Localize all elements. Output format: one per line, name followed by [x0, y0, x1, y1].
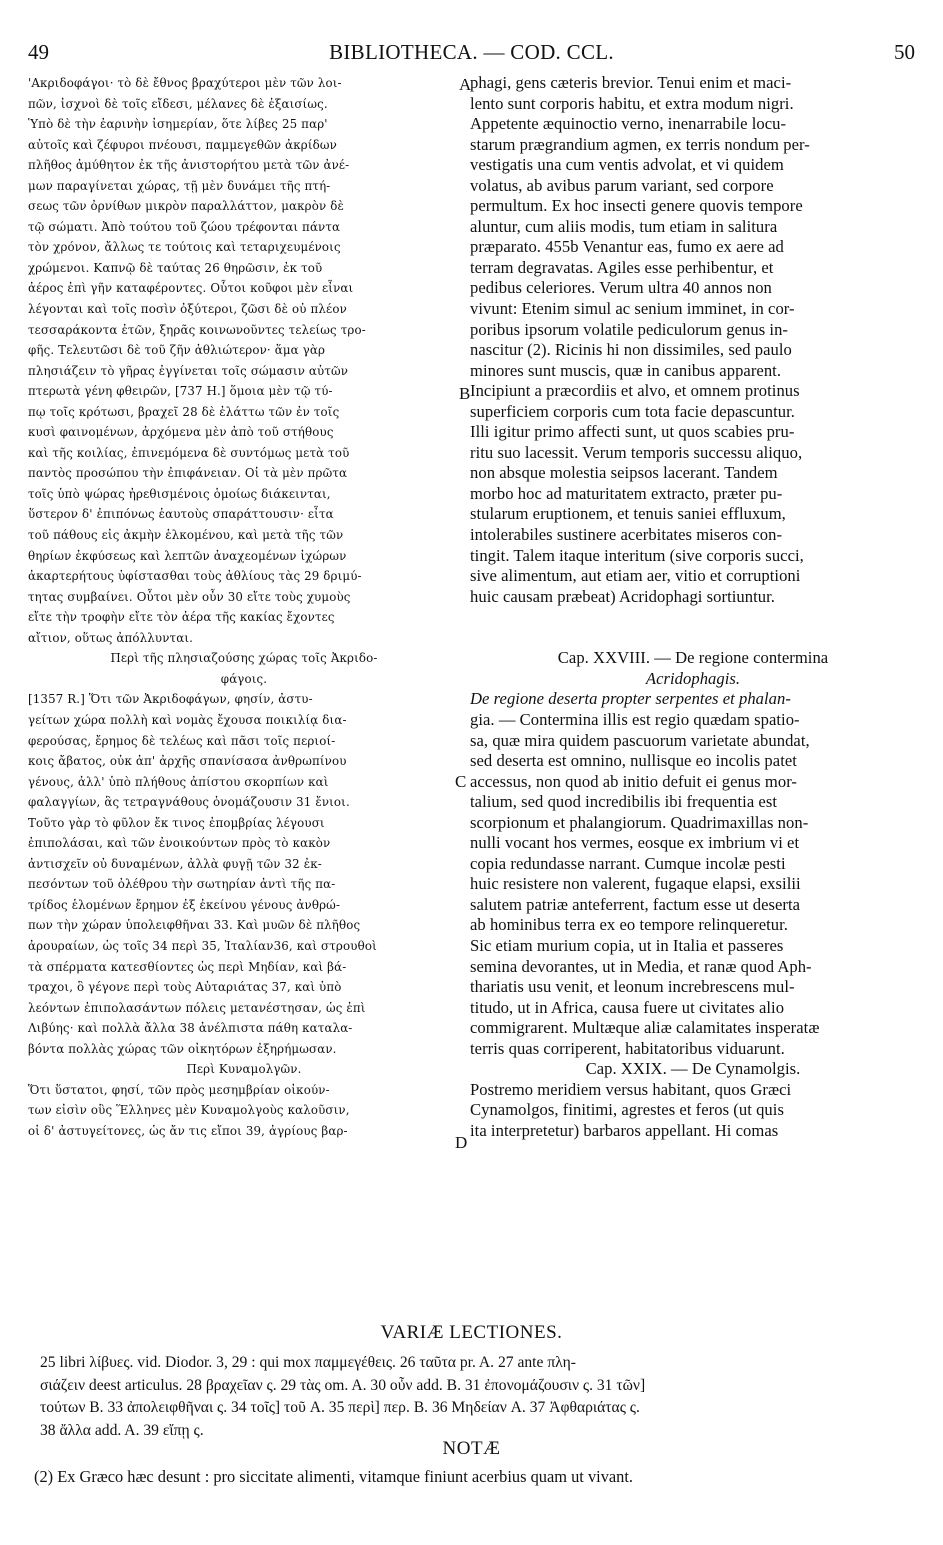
greek-line: πλῆθος ἀμύθητον ἐκ τῆς ἀνιστορήτου μετὰ τῶν ἀνέ-: [28, 158, 350, 173]
latin-line: terris quas corriperent, habitatoribus viduarunt.: [470, 1038, 785, 1058]
greek-line: φαλαγγίων, ἃς τετραγνάθους ὀνομάζουσιν 31 ἔνιοι.: [28, 795, 350, 810]
latin-line: copia redundasse narrant. Cumque incolæ pesti: [470, 853, 786, 873]
latin-line: ritu suo lacessit. Verum temporis successu aliquo,: [470, 442, 803, 462]
latin-line: semina devorantes, ut in Media, et ranæ quod Aph-: [470, 956, 812, 976]
latin-line: Cynamolgos, finitimi, agrestes et feros (ut quis: [470, 1100, 784, 1120]
latin-line: scorpionum et phalangiorum. Quadrimaxillas non-: [470, 812, 809, 832]
latin-line: nulli vocant hos vermes, eosque ex imbrium vi et: [470, 833, 800, 853]
greek-line: ἀντισχεῖν οὐ δυναμένων, ἀλλὰ φυγῇ τῶν 32 ἐκ-: [28, 856, 322, 871]
greek-line: πων τὴν χώραν ὑπολειφθῆναι 33. Καὶ μυῶν δὲ πλῆθος: [28, 918, 361, 933]
latin-line: starum prægrandium agmen, ex terris nondum per-: [470, 134, 810, 154]
latin-line: thariatis usu venit, et leonum increbrescens mul-: [470, 977, 795, 997]
variant-line: τούτων B. 33 ἀπολειφθῆναι ς. 34 τοῖς] τοῦ A. 35 περὶ] περ. B. 36 Μηδείαν A. 37 Ἀφθαριάτας ς.: [40, 1399, 640, 1416]
greek-line: τεσσαράκοντα ἐτῶν, ξηρᾶς κοινωνοῦντες τελείως τρο-: [28, 322, 366, 337]
variae-lectiones-title: VARIÆ LECTIONES.: [380, 1322, 563, 1343]
variant-line: σιάζειν deest articulus. 28 βραχεῖαν ς. 29 τὰς om. A. 30 οὖν add. B. 31 ἐπονομάζουσιν ς. 31 τῶν]: [40, 1376, 646, 1394]
variant-line: 38 ἄλλα add. A. 39 εἴπῃ ς.: [40, 1421, 204, 1439]
greek-line: τητας συμβαίνει. Οὗτοι μὲν οὖν 30 εἴτε τοὺς χυμοὺς: [28, 589, 351, 604]
greek-column: [28, 73, 460, 1141]
greek-line: ἀρουραίων, ὡς τοῖς 34 περὶ 35, Ἰταλίαν36, καὶ στρουθοὶ: [28, 938, 377, 953]
latin-line: tingit. Talem itaque interitum (sive corporis succi,: [470, 545, 804, 565]
note-line: (2) Ex Græco hæc desunt : pro siccitate alimenti, vitamque finiunt acerbius quam ut vivant.: [34, 1467, 634, 1486]
header-title: BIBLIOTHECA. — COD. CCL.: [329, 40, 614, 64]
greek-line: κυσὶ φαινομένων, ἀρχόμενα μὲν ἀπὸ τοῦ στήθους: [28, 425, 334, 440]
greek-line: σεως τῶν ὀρνίθων μικρὸν παραλλάττον, μακρὸν δὲ: [28, 199, 344, 214]
latin-line: De regione deserta propter serpentes et phalan-: [470, 689, 791, 709]
latin-line: huic resistere non valerent, fugaque elapsi, exsilii: [470, 874, 801, 894]
latin-line: huic causam præbeat) Acridophagi sortiuntur.: [470, 586, 775, 606]
greek-line: χρώμενοι. Καπνῷ δὲ ταύτας 26 θηρῶσιν, ἐκ τοῦ: [28, 260, 323, 275]
latin-line: Cap. XXIX. — De Cynamolgis.: [585, 1059, 801, 1079]
variant-line: 25 libri λίβυες. vid. Diodor. 3, 29 : qui mox παμμεγέθεις. 26 ταῦτα pr. A. 27 ante πλη-: [40, 1354, 576, 1371]
greek-line: πλησιάζειν τὸ γῆρας ἐγγίνεται τοῖς σώμασιν αὐτῶν: [28, 363, 349, 378]
latin-line: morbo hoc ad maturitatem extracto, præter pu-: [470, 483, 783, 503]
greek-line: Περὶ Κυναμολγῶν.: [186, 1062, 302, 1077]
latin-line: ab hominibus terra ex eo tempore relinqueretur.: [470, 915, 788, 935]
greek-line: 'Ακριδοφάγοι· τὸ δὲ ἔθνος βραχύτεροι μὲν τῶν λοι-: [28, 76, 342, 90]
notae-title: NOTÆ: [442, 1438, 501, 1459]
greek-line: τοῖς ὑπὸ ψώρας ἠρεθισμένοις ὁμοίως διάκεινται,: [28, 486, 331, 501]
latin-line: gia. — Contermina illis est regio quædam spatio-: [470, 709, 800, 729]
latin-line: vivunt: Etenim simul ac senium imminet, in cor-: [470, 299, 795, 319]
greek-line: εἴτε τὴν τροφὴν εἴτε τὸν ἀέρα τῆς κακίας ἔχοντες: [28, 610, 335, 625]
greek-line: Περὶ τῆς πλησιαζούσης χώρας τοῖς Ἀκριδο-: [110, 651, 378, 666]
greek-line: ἐπιπολάσαι, καὶ τῶν ἐνοικούντων πρὸς τὸ κακὸν: [28, 836, 331, 851]
latin-line: non absque molestia seipsos lacerant. Tandem: [470, 463, 778, 483]
greek-line: πῳ τοῖς κρότωσι, βραχεῖ 28 δὲ ἐλάττω τῶν ἐν τοῖς: [28, 404, 340, 419]
greek-line: τὸν χρόνον, ἄλλως τε τούτοις καὶ τεταριχευμένοις: [28, 240, 341, 255]
greek-line: Ὑπὸ δὲ τὴν ἐαρινὴν ἰσημερίαν, ὅτε λίβες 25 παρ': [28, 117, 328, 132]
latin-line: titudo, ut in Africa, causa fuere ut civitates alio: [470, 997, 785, 1017]
greek-line: Λιβύης· καὶ πολλὰ ἄλλα 38 ἀνέλπιστα πάθη καταλα-: [28, 1021, 353, 1036]
greek-line: Τοῦτο γὰρ τὸ φῦλον ἔκ τινος ἐπομβρίας λέγουσι: [28, 815, 325, 830]
greek-line: πτερωτὰ γένη φθειρῶν, [737 H.] ὅμοια μὲν τῷ τύ-: [28, 384, 333, 399]
greek-line: Ὅτι ὕστατοι, φησί, τῶν πρὸς μεσημβρίαν οἰκούν-: [28, 1082, 330, 1097]
greek-line: πεσόντων τοῦ ὀλέθρου τὴν σωτηρίαν ἀντὶ τῆς πα-: [28, 877, 336, 892]
latin-line: lento sunt corporis habitu, et extra modum nigri.: [470, 93, 794, 113]
latin-line: vestigatis una cum ventis advolat, et vi quidem: [470, 155, 784, 175]
latin-line: Postremo meridiem versus habitant, quos Græci: [470, 1079, 792, 1099]
greek-line: πῶν, ἰσχνοὶ δὲ τοῖς εἴδεσι, μέλανες δὲ ἐξαισίως.: [28, 96, 328, 111]
latin-line: sive alimentum, aut etiam aer, vitio et corruptioni: [470, 566, 801, 586]
latin-line: phagi, gens cæteris brevior. Tenui enim et maci-: [470, 73, 792, 92]
latin-line: poribus ipsorum volatile pediculorum genus in-: [470, 319, 788, 339]
latin-line: Illi igitur primo affecti sunt, ut quos scabies pru-: [470, 422, 795, 442]
greek-line: τὰ σπέρματα κατεσθίοντες ὡς περὶ Μηδίαν, καὶ βά-: [28, 959, 347, 974]
left-page-number: 49: [28, 40, 49, 64]
latin-line: præparato. 455b Venantur eas, fumo ex aere ad: [470, 237, 784, 257]
latin-line: Cap. XXVIII. — De regione contermina: [557, 648, 829, 668]
latin-line: commigrarent. Multæque aliæ calamitates insperatæ: [470, 1018, 820, 1038]
greek-line: οἱ δ' ἀστυγείτονες, ὡς ἄν τις εἴποι 39, ἀγρίους βαρ-: [28, 1123, 348, 1138]
margin-mark-c: C: [455, 772, 467, 791]
greek-line: γείτων χώρα πολλὴ καὶ νομὰς ἔχουσα ποικιλίᾳ δια-: [28, 712, 347, 727]
greek-line: λεόντων ἐπιπολασάντων πόλεις μετανέστησαν, ὡς ἐπὶ: [28, 1000, 366, 1015]
latin-line: minores sunt muscis, quæ in canibus apparent.: [470, 360, 782, 380]
latin-line: sa, quæ mira quidem pascuorum varietate abundat,: [470, 730, 810, 750]
greek-line: παντὸς προσώπου τὴν ἐπιφάνειαν. Οἱ τὰ μὲν πρῶτα: [28, 466, 348, 481]
latin-line: terram degravatas. Agiles esse perhibentur, et: [470, 257, 774, 277]
latin-line: talium, sed quod incredibilis ibi frequentia est: [470, 792, 778, 812]
greek-line: ἀκαρτερήτους ὑφίστασθαι τοὺς ἀθλίους τὰς 29 δριμύ-: [28, 569, 362, 584]
greek-line: των εἰσὶν οὓς Ἕλληνες μὲν Κυναμολγοὺς καλοῦσιν,: [28, 1103, 350, 1118]
greek-line: τραχοι, ὃ γέγονε περὶ τοὺς Αὐταριάτας 37, καὶ ὑπὸ: [28, 980, 342, 995]
latin-line: salutem patriæ anteferrent, factum esse ut deserta: [470, 894, 801, 914]
greek-line: [1357 R.] Ὅτι τῶν Ἀκριδοφάγων, φησίν, ἀστυ-: [28, 692, 313, 707]
greek-line: τῷ σώματι. Ἀπὸ τούτου τοῦ ζώου τρέφονται πάντα: [28, 219, 341, 234]
margin-mark-b: B: [459, 384, 471, 403]
notae: [34, 1466, 914, 1488]
greek-line: αἴτιον, οὕτως ἀπόλλυνται.: [28, 630, 194, 645]
greek-line: γένους, ἀλλ' ὑπὸ πλήθους ἀπίστου σκορπίων καὶ: [28, 774, 329, 789]
greek-line: αὐτοῖς καὶ ζέφυροι πνέουσι, παμμεγεθῶν ἀκρίδων: [28, 137, 337, 152]
latin-line: volatus, ab avibus parum variant, sed corpore: [470, 175, 774, 195]
latin-line: ita interpretetur) barbaros appellant. Hi comas: [470, 1120, 779, 1140]
right-page-number: 50: [894, 40, 915, 64]
greek-line: φερούσας, ἔρημος δὲ τελέως καὶ πᾶσι τοῖς περιοί-: [28, 733, 336, 748]
latin-line: accessus, non quod ab initio defuit ei genus mor-: [470, 771, 798, 791]
latin-line: Sic etiam murium copia, ut in Italia et passeres: [470, 935, 784, 955]
greek-line: ἀέρος ἐπὶ γῆν καταφέροντες. Οὗτοι κοῦφοι μὲν εἶναι: [28, 281, 354, 296]
latin-line: intolerabiles sustinere acerbitates miseros con-: [470, 525, 783, 545]
greek-line: τρίδος ἑλομένων ἔρημον ἐξ ἐκείνου γένους ἀνθρώ-: [28, 897, 341, 912]
latin-line: sed deserta est omnino, nullisque eo incolis patet: [470, 751, 797, 771]
greek-line: καὶ τῆς κοιλίας, ἐπινεμόμενα δὲ συντόμως μετὰ τοῦ: [28, 445, 350, 460]
variae-lectiones: [40, 1352, 920, 1442]
greek-line: ὕστερον δ' ἐπιπόνως ἑαυτοὺς σπαράττουσιν· εἶτα: [28, 507, 334, 522]
latin-line: stularum eruptionem, et tenuis saniei effluxum,: [470, 504, 786, 524]
greek-line: μων παραγίνεται χώρας, τῇ μὲν δυνάμει τῆς πτή-: [28, 178, 331, 193]
margin-mark-a: A: [459, 75, 472, 94]
latin-line: [470, 628, 916, 649]
latin-line: permultum. Ex hoc insecti genere quovis tempore: [470, 196, 803, 216]
latin-line: Acridophagis.: [645, 668, 741, 688]
latin-line: superficiem corporis cum tota facie depascuntur.: [470, 401, 795, 421]
running-header: [28, 40, 915, 68]
greek-line: φάγοις.: [220, 671, 268, 686]
latin-line: Incipiunt a præcordiis et alvo, et omnem protinus: [470, 381, 800, 401]
margin-mark-d: D: [455, 1133, 468, 1152]
latin-column: [470, 73, 916, 1141]
greek-line: θηρίων ἐκφύσεως καὶ λεπτῶν ἀναχεομένων ἰχώρων: [28, 548, 347, 563]
greek-line: φῆς. Τελευτῶσι δὲ τοῦ ζῆν ἀθλιώτερον· ἅμα γὰρ: [28, 343, 326, 358]
latin-line: Appetente æquinoctio verno, inenarrabile locu-: [470, 114, 787, 134]
latin-line: pedibus celeriores. Verum ultra 40 annos non: [470, 278, 772, 298]
greek-line: λέγονται καὶ τοῖς ποσὶν ὀξύτεροι, ζῶσι δὲ οὐ πλέον: [28, 302, 347, 317]
latin-line: aluntur, cum aliis modis, tum etiam in salitura: [470, 216, 778, 236]
greek-line: βόντα πολλὰς χώρας τῶν οἰκητόρων ἐξηρήμωσαν.: [28, 1041, 337, 1056]
latin-line: nascitur (2). Ricinis hi non dissimiles, sed paulo: [470, 340, 792, 360]
greek-line: κοις ἄβατος, οὐκ ἀπ' ἀρχῆς σπανίσασα ἀνθρωπίνου: [28, 754, 347, 769]
greek-line: τοῦ πάθους εἰς ἀκμὴν ἑλκομένου, καὶ μετὰ τῆς τῶν: [28, 528, 344, 543]
latin-line: [470, 607, 916, 628]
